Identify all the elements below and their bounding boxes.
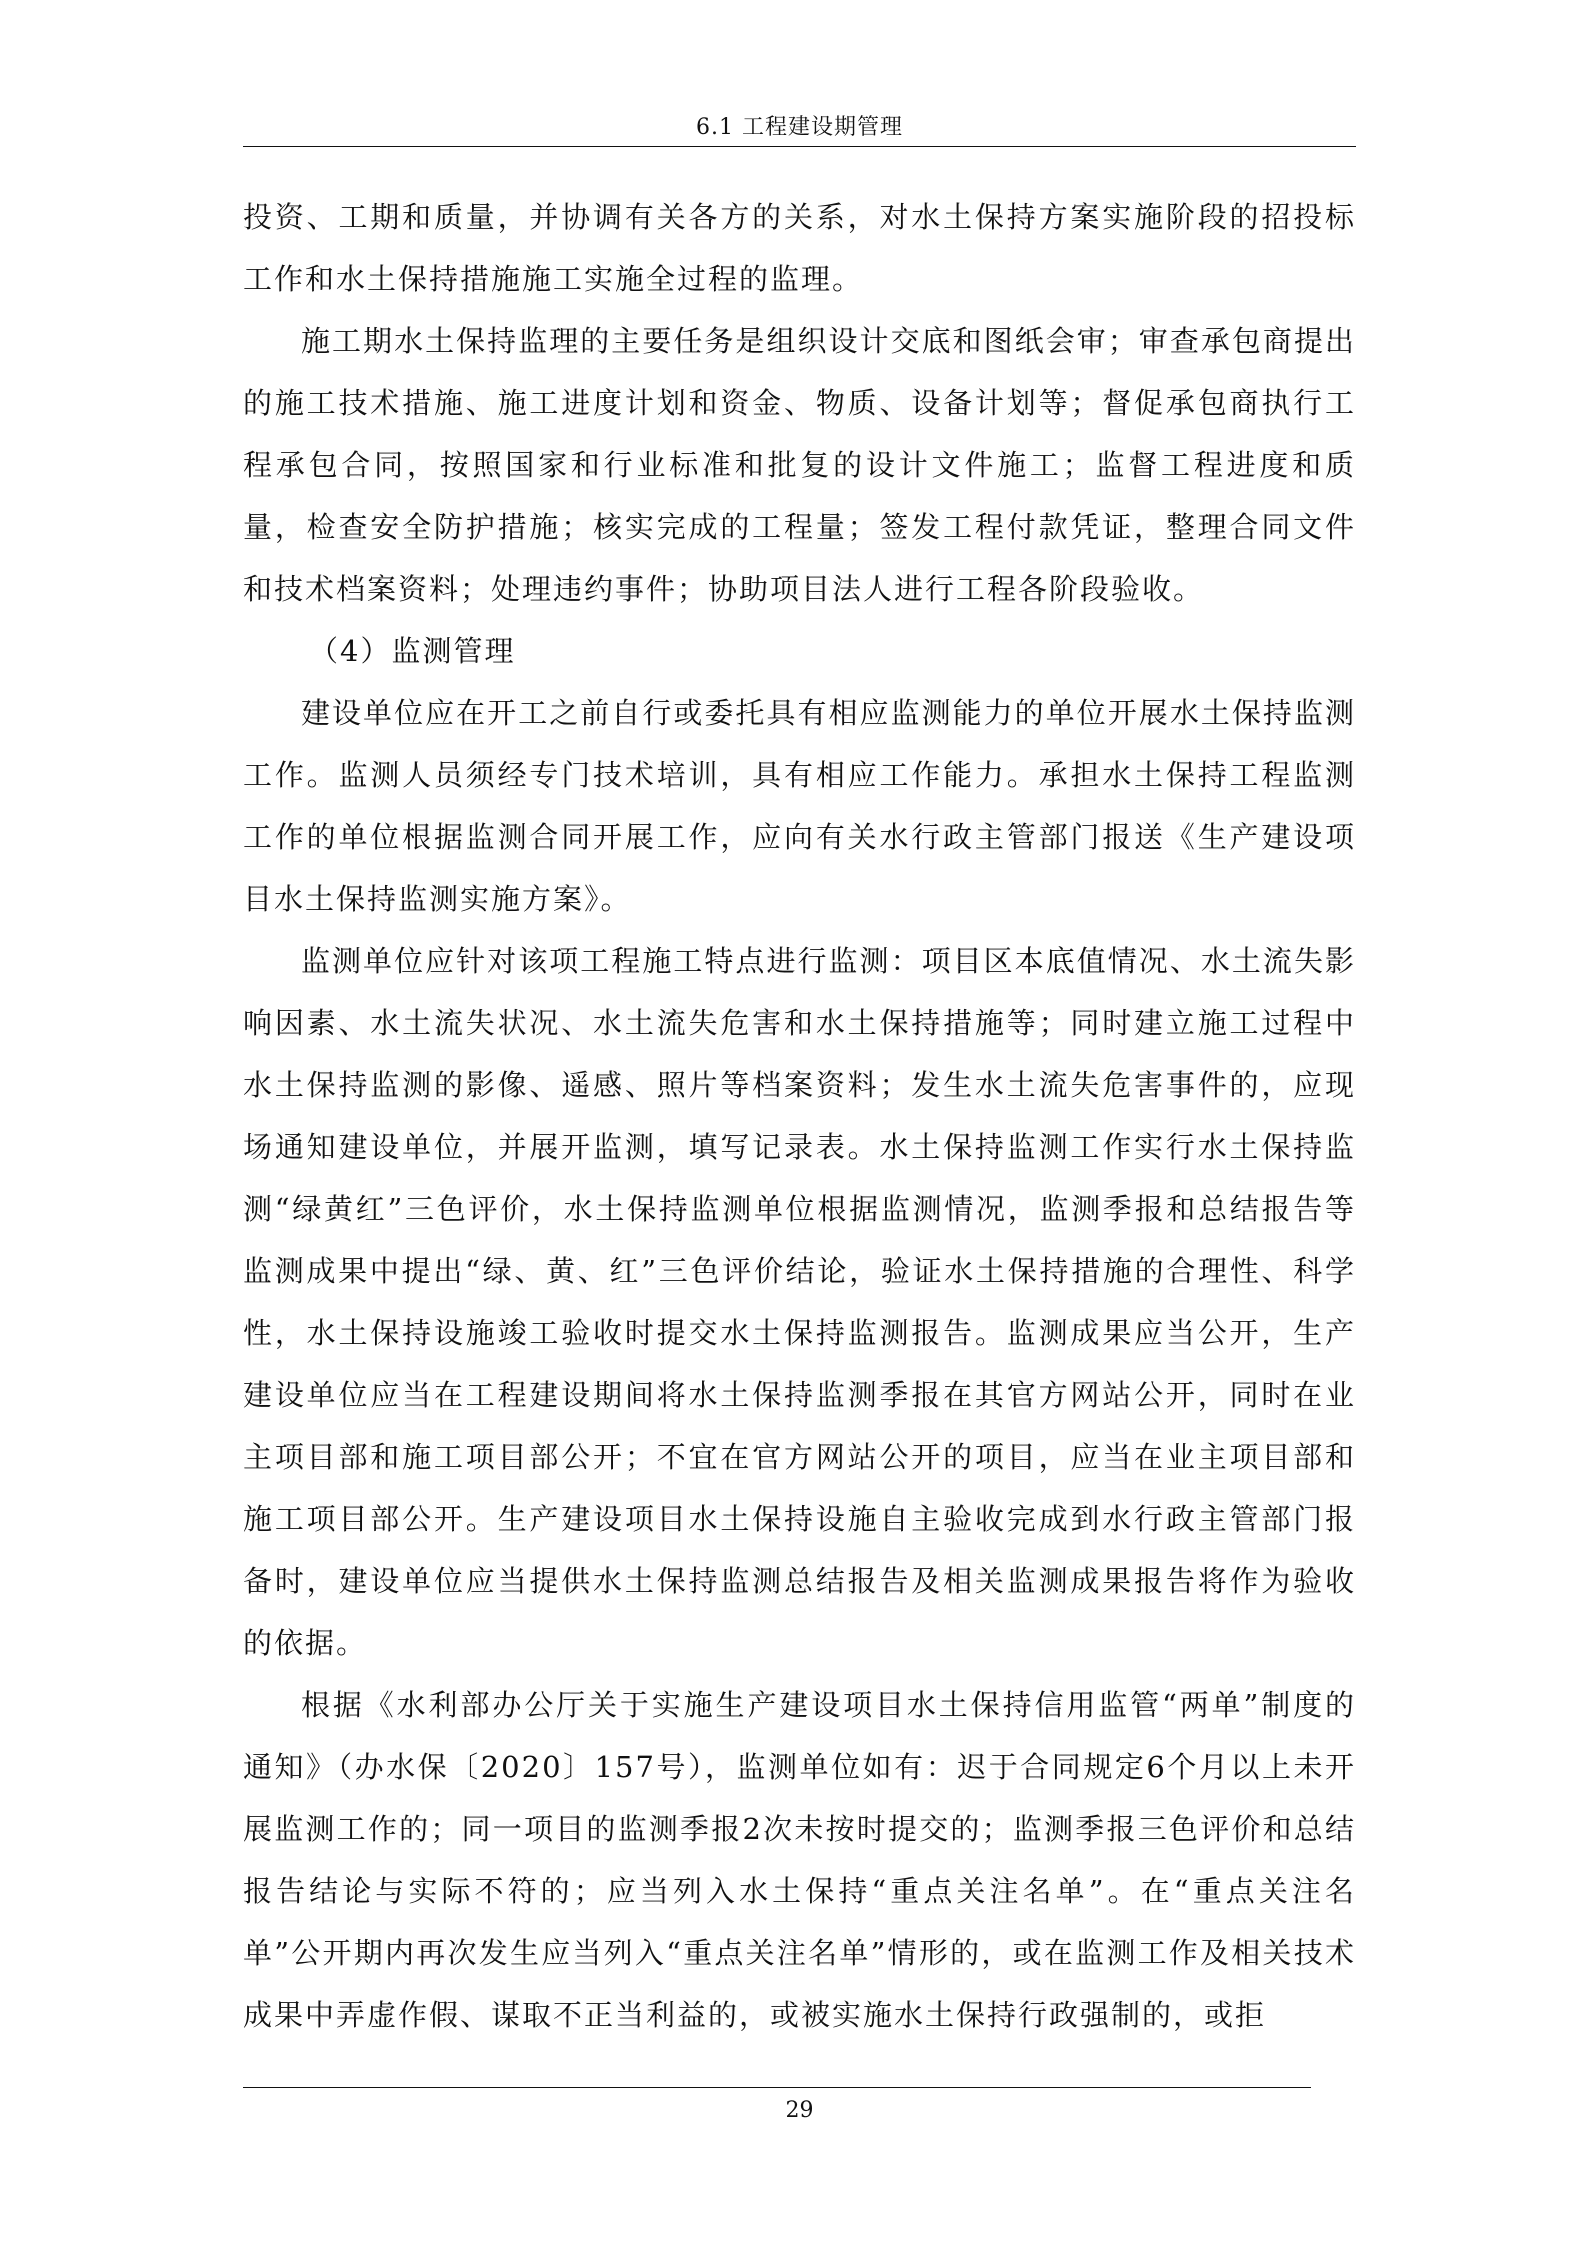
paragraph-supervision-tasks: 施工期水土保持监理的主要任务是组织设计交底和图纸会审；审查承包商提出的施工技术措施、施工进度计划和资金、物质、设备计划等；督促承包商执行工程承包合同，按照国家和行业标准和批复的设计文件施工；监督工程进度和质量，检查安全防护措施；核实完成的工程量；签发工程付款凭证，整理合同文件和技术档案资料；处理违约事件；协助项目法人进行工程各阶段验收。 (243, 324, 1356, 606)
paragraph-monitoring-responsibility: 建设单位应在开工之前自行或委托具有相应监测能力的单位开展水土保持监测工作。监测人员须经专门技术培训，具有相应工作能力。承担水土保持工程监测工作的单位根据监测合同开展工作，应向有关水行政主管部门报送《生产建设项目水土保持监测实施方案》。 (243, 696, 1356, 916)
running-header: 6.1 工程建设期管理 (696, 115, 903, 140)
paragraph-supervision-scope: 投资、工期和质量，并协调有关各方的关系，对水土保持方案实施阶段的招投标工作和水土保持措施施工实施全过程的监理。 (243, 200, 1356, 296)
section-heading-monitoring-management: （4）监测管理 (309, 634, 516, 668)
body-text (243, 186, 1356, 2046)
footer-divider (243, 2087, 1311, 2088)
paragraph-credit-supervision: 根据《水利部办公厅关于实施生产建设项目水土保持信用监管“两单”制度的通知》（办水保〔2020〕157号），监测单位如有：迟于合同规定6个月以上未开展监测工作的；同一项目的监测季报2次未按时提交的；监测季报三色评价和总结报告结论与实际不符的；应当列入水土保持“重点关注名单”。在“重点关注名单”公开期内再次发生应当列入“重点关注名单”情形的，或在监测工作及相关技术成果中弄虚作假、谋取不正当利益的，或被实施水土保持行政强制的，或拒 (243, 1688, 1356, 2032)
page-number: 29 (785, 2098, 814, 2123)
header-divider (243, 146, 1356, 147)
paragraph-monitoring-content: 监测单位应针对该项工程施工特点进行监测：项目区本底值情况、水土流失影响因素、水土流失状况、水土流失危害和水土保持措施等；同时建立施工过程中水土保持监测的影像、遥感、照片等档案资料；发生水土流失危害事件的，应现场通知建设单位，并展开监测，填写记录表。水土保持监测工作实行水土保持监测“绿黄红”三色评价，水土保持监测单位根据监测情况，监测季报和总结报告等监测成果中提出“绿、黄、红”三色评价结论，验证水土保持措施的合理性、科学性，水土保持设施竣工验收时提交水土保持监测报告。监测成果应当公开，生产建设单位应当在工程建设期间将水土保持监测季报在其官方网站公开，同时在业主项目部和施工项目部公开；不宜在官方网站公开的项目，应当在业主项目部和施工项目部公开。生产建设项目水土保持设施自主验收完成到水行政主管部门报备时，建设单位应当提供水土保持监测总结报告及相关监测成果报告将作为验收的依据。 (243, 944, 1356, 1660)
